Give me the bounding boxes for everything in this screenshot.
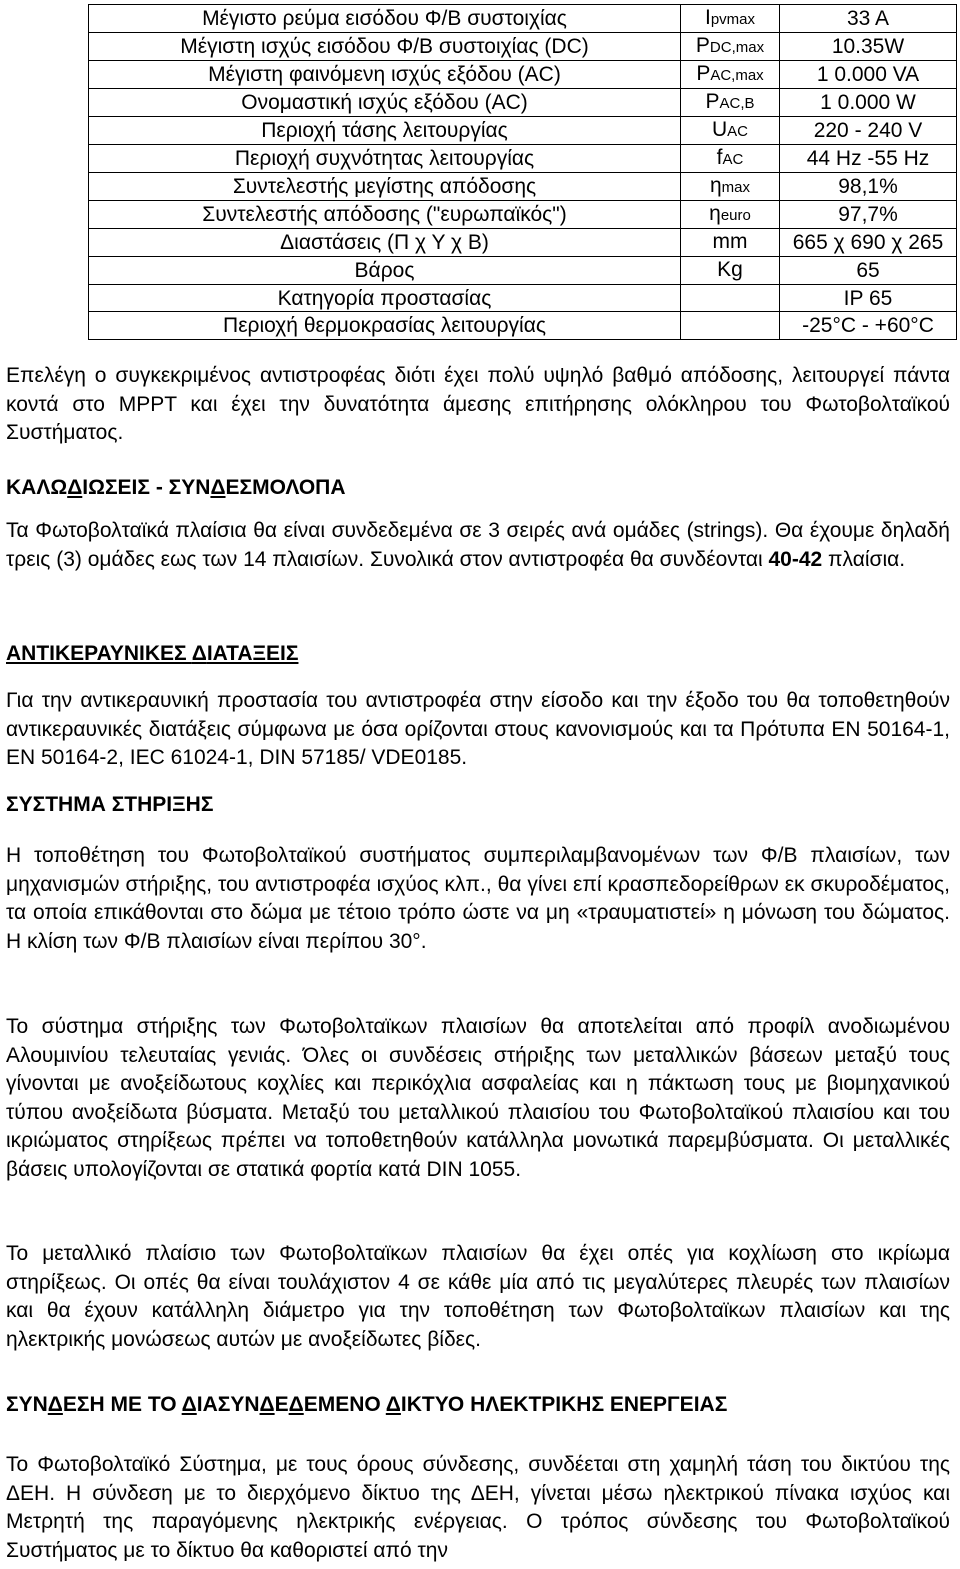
table-row [89,33,957,61]
param-cell: Διαστάσεις (Π χ Υ χ Β) [89,229,681,257]
lightning-paragraph: Για την αντικεραυνική προστασία του αντιστροφέα στην είσοδο και την έξοδο του θα τοποθετηθούν αντικεραυνικές διατάξεις σύμφωνα με όσα ορίζονται στους κανονισμούς και τα Πρότυπα EN 50164-1, EN 50164-2, IEC 61024-1, DIN 57185/ VDE0185. [6,689,950,769]
symbol: P [695,34,710,57]
symbol-subscript: pvmax [710,11,756,28]
symbol-cell [681,33,780,61]
value-cell: 65 [780,257,957,285]
heading-part: Δ [259,1393,275,1416]
heading-part: Δ [181,1393,197,1416]
value-cell: 220 - 240 V [780,117,957,145]
symbol: η [709,202,721,225]
table-row [89,201,957,229]
table-row [89,117,957,145]
param-cell: Μέγιστη φαινόμενη ισχύς εξόδου (AC) [89,61,681,89]
symbol-cell [681,5,780,33]
heading-part: ΕΜΕΝΟ [303,1393,386,1416]
value-cell: -25°C - +60°C [780,312,957,339]
grid-paragraph-block [6,1451,950,1565]
support-paragraph-2: Το σύστημα στήριξης των Φωτοβολταϊκων πλαισίων θα αποτελείται από προφίλ ανοδιωμένου Αλουμινίου τελευταίας γενιάς. Όλες οι συνδέσεις στήριξης των μεταλλικών βάσεων μεταξύ τους γίνονται με ανοξείδωτους κοχλίες και περικόχλια ασφαλείας και η πάκτωση τους με βιομηχανικού τύπου ανοξείδωτα βύσματα. Μεταξύ του μεταλλικού πλαισίου του Φωτοβολταϊκού πλαισίου και του ικριώματος στηρίξεως πρέπει να τοποθετηθούν κατάλληλα μονωτικά παρεμβύσματα. Οι μεταλλικές βάσεις υπολογίζονται σε στατικά φορτία κατά DIN 1055. [6,1015,950,1181]
grid-paragraph: Το Φωτοβολταϊκό Σύστημα, με τους όρους σύνδεσης, συνδέεται στη χαμηλή τάση του δικτύου της ΔΕΗ. Η σύνδεση με το διερχόμενο δίκτυο της ΔΕΗ, γίνεται μέσω ηλεκτρικού πίνακα ισχύος και Μετρητή της παραγόμενης ηλεκτρικής ενέργειας. Ο τρόπος σύνδεσης του Φωτοβολταϊκού Συστήματος με το δίκτυο θα καθοριστεί από την [6,1453,950,1562]
symbol: η [709,174,722,197]
value-cell: 665 χ 690 χ 265 [780,229,957,257]
table-row [89,61,957,89]
symbol-cell [681,117,780,145]
panel-count: 40-42 [768,547,823,571]
symbol: I [704,6,711,29]
param-cell: Συντελεστής απόδοσης ("ευρωπαϊκός") [89,201,681,229]
value-cell: 44 Hz -55 Hz [780,145,957,173]
table-row [89,145,957,173]
symbol-cell [681,312,780,339]
value-cell: 98,1% [780,173,957,201]
table-row [89,89,957,117]
symbol-subscript: AC,B [719,95,755,112]
text-part: Τα Φωτοβολταϊκά πλαίσια θα είναι συνδεδεμένα σε 3 σειρές ανά ομάδες (strings). Θα έχουμε δηλαδή τρεις (3) ομάδες εως των 14 πλαισίων. Συνολικά στον αντιστροφέα θα συνδέονται [6,519,950,571]
symbol: Kg [717,258,743,281]
table-row [89,312,957,339]
param-cell: Ονομαστική ισχύς εξόδου (AC) [89,89,681,117]
param-cell: Μέγιστη ισχύς εισόδου Φ/Β συστοιχίας (DC) [89,33,681,61]
param-cell: Περιοχή τάσης λειτουργίας [89,117,681,145]
support-paragraph-1: Η τοποθέτηση του Φωτοβολταϊκού συστήματος συμπεριλαμβανομένων των Φ/Β πλαισίων, των μηχανισμών στήριξης, του αντιστροφέα ισχύος κλπ., θα γίνει επί κρασπεδορείθρων εκ σκυροδέματος, τα οποία επικάθονται στο δώμα με τέτοιο τρόπο ώστε να μη «τραυματιστεί» η μόνωση του δώματος. Η κλίση των Φ/Β πλαισίων είναι περίπου 30°. [6,844,950,953]
symbol: P [696,62,711,85]
heading-part: ΕΣΜΟΛΟΠΑ [225,476,346,499]
symbol: f [716,146,723,169]
param-cell: Κατηγορία προστασίας [89,285,681,312]
table-row [89,285,957,312]
symbol-subscript: AC [722,151,744,168]
symbol-subscript: DC,max [709,39,765,56]
support-paragraph-3: Το μεταλλικό πλαίσιο των Φωτοβολταϊκων πλαισίων θα έχει οπές για κοχλίωση στο ικρίωμα στηρίξεως. Οι οπές θα είναι τουλάχιστον 4 σε κάθε μία από τις μεγαλύτερες πλευρές των πλαισίων και θα έχουν κατάλληλη διάμετρο για την τοποθέτηση των Φωτοβολταϊκων πλαισίων και της ηλεκτρικής μονώσεως αυτών με ανοξείδωτες βίδες. [6,1242,950,1351]
symbol: U [711,118,728,141]
value-cell: 1 0.000 W [780,89,957,117]
heading-part: ΕΣΗ ΜΕ ΤΟ [62,1393,182,1416]
heading-part: Δ [385,1393,401,1416]
text-part: πλαίσια. [822,547,906,571]
heading-part: ΙΩΣΕΙΣ - ΣΥΝ [82,476,211,499]
table-row [89,5,957,33]
heading-part: Δ [191,642,207,665]
value-cell: 10.35W [780,33,957,61]
symbol-cell [681,145,780,173]
symbol-subscript: max [721,179,751,196]
inverter-paragraph: Επελέγη ο συγκεκριμένος αντιστροφέας διότι έχει πολύ υψηλό βαθμό απόδοσης, λειτουργεί πάντα κοντά στο MPPT και έχει την δυνατότητα άμεσης επιτήρησης ολόκληρου του Φωτοβολταϊκού Συστήματος. [6,364,950,444]
symbol-cell [681,173,780,201]
symbol-cell [681,61,780,89]
param-cell: Συντελεστής μεγίστης απόδοσης [89,173,681,201]
heading-part: Δ [47,1393,63,1416]
cables-paragraph [6,517,950,574]
inverter-paragraph-block [6,362,950,448]
heading-part: Δ [67,476,83,499]
support-paragraph-2-block [6,1013,950,1184]
value-cell: 1 0.000 VA [780,61,957,89]
param-cell: Βάρος [89,257,681,285]
heading-part: Ε [274,1393,289,1416]
cables-heading-block [6,474,950,503]
table-row [89,257,957,285]
param-cell: Μέγιστο ρεύμα εισόδου Φ/Β συστοιχίας [89,5,681,33]
value-cell: 97,7% [780,201,957,229]
heading-part: ΙΑΣΥΝ [196,1393,260,1416]
support-paragraph-1-block [6,842,950,956]
symbol: mm [712,230,748,253]
grid-heading-block [6,1391,950,1420]
symbol: P [705,90,720,113]
heading-part: ΑΝΤΙΚΕΡΑΥΝΙΚΕΣ [6,642,192,665]
heading-part: ΚΑΛΩ [6,476,68,499]
symbol-cell [681,229,780,257]
symbol-cell [681,201,780,229]
heading-part: Δ [288,1393,304,1416]
heading-part: ΣΥΝ [6,1393,48,1416]
lightning-heading [6,640,950,669]
support-heading: ΣΥΣΤΗΜΑ ΣΤΗΡΙΞΗΣ [6,793,214,816]
lightning-heading-block [6,640,950,669]
spec-table [88,4,957,340]
grid-heading [6,1391,950,1420]
table-row [89,229,957,257]
table-row [89,173,957,201]
lightning-paragraph-block [6,687,950,773]
symbol-subscript: euro [720,207,751,224]
value-cell: IP 65 [780,285,957,312]
symbol-subscript: AC [727,123,748,140]
cables-paragraph-block [6,517,950,574]
heading-part: ΙΑΤΑΞΕΙΣ [206,642,299,665]
support-paragraph-3-block [6,1240,950,1354]
param-cell: Περιοχή συχνότητας λειτουργίας [89,145,681,173]
symbol-cell [681,89,780,117]
symbol-subscript: AC,max [710,67,764,84]
support-heading-block [6,791,950,820]
cables-heading [6,474,950,503]
symbol-cell [681,285,780,312]
heading-part: ΙΚΤΥΟ ΗΛΕΚΤΡΙΚΗΣ ΕΝΕΡΓΕΙΑΣ [400,1393,728,1416]
param-cell: Περιοχή θερμοκρασίας λειτουργίας [89,312,681,339]
heading-part: Δ [210,476,226,499]
symbol-cell [681,257,780,285]
value-cell: 33 A [780,5,957,33]
